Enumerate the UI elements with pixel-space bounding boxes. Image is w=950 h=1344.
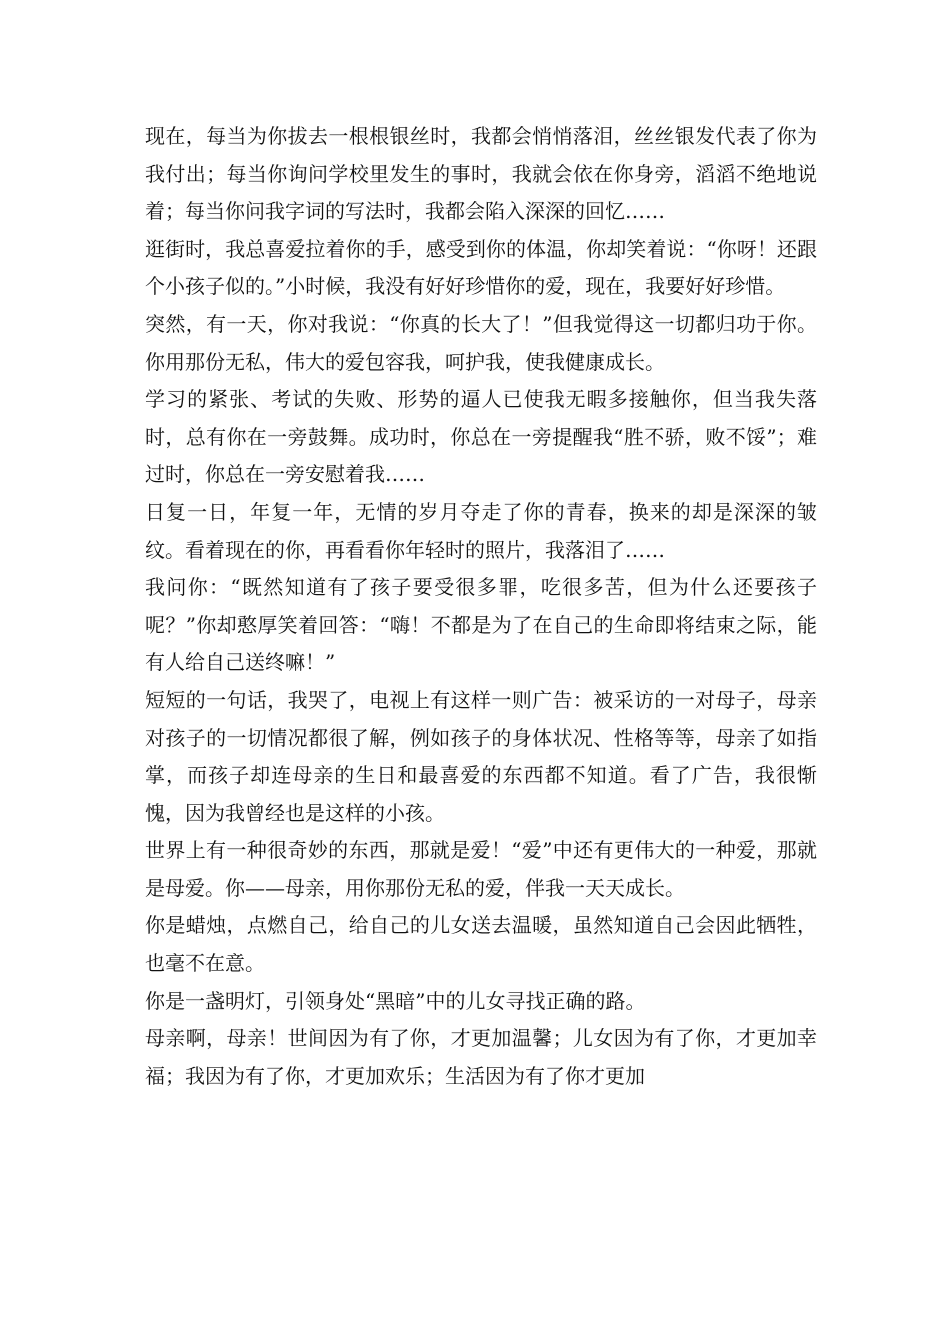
paragraph-2: 逛街时，我总喜爱拉着你的手，感受到你的体温，你却笑着说：“你呀！还跟个小孩子似的。”小时候，我没有好好珍惜你的爱，现在，我要好好珍惜。 [145,236,817,299]
paragraph-9: 你是蜡烛，点燃自己，给自己的儿女送去温暖，虽然知道自己会因此牺牲，也毫不在意。 [145,913,817,976]
paragraph-7: 短短的一句话，我哭了，电视上有这样一则广告：被采访的一对母子，母亲对孩子的一切情况都很了解，例如孩子的身体状况、性格等等，母亲了如指掌，而孩子却连母亲的生日和最喜爱的东西都不知道。看了广告，我很惭愧，因为我曾经也是这样的小孩。 [145,687,817,825]
document-body [145,118,817,1095]
paragraph-5: 日复一日，年复一年，无情的岁月夺走了你的青春，换来的却是深深的皱纹。看着现在的你，再看看你年轻时的照片，我落泪了…… [145,499,817,562]
paragraph-11: 母亲啊，母亲！世间因为有了你，才更加温馨；儿女因为有了你，才更加幸福；我因为有了你，才更加欢乐；生活因为有了你才更加 [145,1026,817,1088]
paragraph-8: 世界上有一种很奇妙的东西，那就是爱！“爱”中还有更伟大的一种爱，那就是母爱。你——母亲，用你那份无私的爱，伴我一天天成长。 [145,838,817,900]
paragraph-10: 你是一盏明灯，引领身处“黑暗”中的儿女寻找正确的路。 [145,988,646,1013]
paragraph-6: 我问你：“既然知道有了孩子要受很多罪，吃很多苦，但为什么还要孩子呢？”你却憨厚笑着回答：“嗨！不都是为了在自己的生命即将结束之际，能有人给自己送终嘛！” [145,575,817,675]
paragraph-3: 突然，有一天，你对我说：“你真的长大了！”但我觉得这一切都归功于你。你用那份无私，伟大的爱包容我，呵护我，使我健康成长。 [145,311,817,374]
paragraph-4: 学习的紧张、考试的失败、形势的逼人已使我无暇多接触你，但当我失落时，总有你在一旁鼓舞。成功时，你总在一旁提醒我“胜不骄，败不馁”；难过时，你总在一旁安慰着我…… [145,387,817,487]
paragraph-1: 现在，每当为你拔去一根根银丝时，我都会悄悄落泪，丝丝银发代表了你为我付出；每当你询问学校里发生的事时，我就会依在你身旁，滔滔不绝地说着；每当你问我字词的写法时，我都会陷入深深的回忆…… [145,124,817,224]
